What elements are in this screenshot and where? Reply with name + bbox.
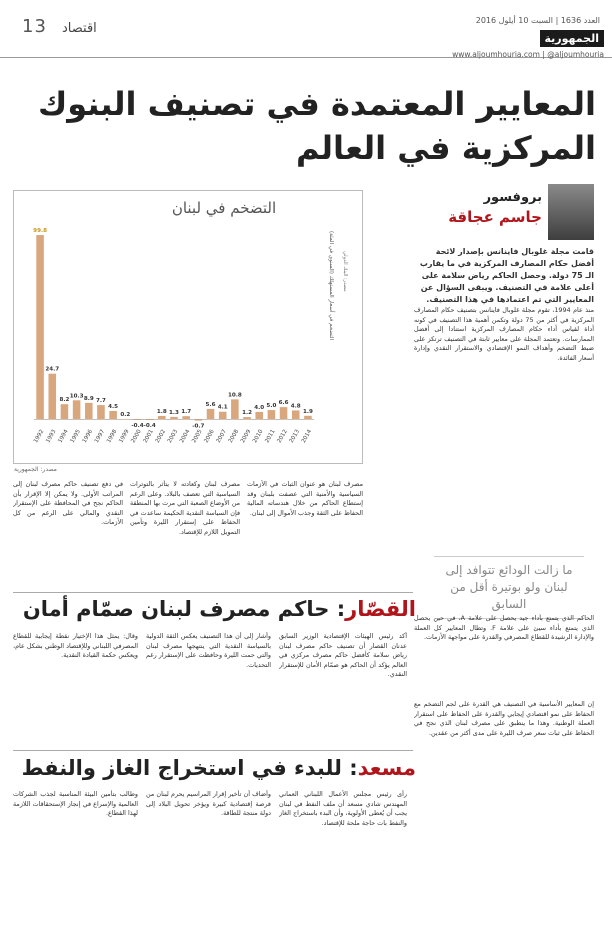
body-mid-bottom: مصرف لبنان هو عنوان الثبات في الأزمات السياسية والأمنية التي عصفت بلبنان وقد إستطاع الحاكم من خلال هندساته المالية الحفاظ على الثقة وجذب الأموال إلى لبنان. [247,480,363,517]
chart-title: التضخم في لبنان [171,199,277,217]
chart-data-label: 8.2 [59,397,70,404]
sub-headline-1-rest: : حاكم مصرف لبنان صمّام أمان [22,597,346,621]
chart-bars [33,228,348,444]
chart-tick-label: 1997 [93,428,107,445]
chart-data-label: 4.8 [290,403,301,410]
chart-bar [134,419,142,420]
chart-tick-label: 2003 [166,428,180,445]
chart-bar [109,411,117,419]
author-name: جاسم عجاقة [448,208,542,226]
section-divider-2 [13,750,413,751]
chart-data-label: 24.7 [45,366,60,373]
chart-tick-label: 2005 [191,428,204,445]
chart-data-label: 4.0 [254,404,265,411]
chart-data-label: -0.7 [192,423,205,430]
chart-tick-label: 2008 [227,428,241,445]
chart-data-label: 5.6 [205,401,216,408]
chart-data-label: 5.0 [266,403,277,410]
chart-data-label: 4.5 [108,404,119,410]
chart-tick-label: 1994 [57,428,70,445]
chart-tick-label: 1996 [81,428,95,445]
inflation-chart [13,190,363,464]
article-headline: المعايير المعتمدة في تصنيف البنوك المركزية في العالم [37,85,596,167]
chart-bar [231,399,239,419]
sec2-left: وطالب بتأمين البيئة المناسبة لجذب الشركات العالمية والإسراع في إنجاز الإستحقاقات اللازمة لهذا القطاع. [13,790,138,818]
chart-tick-label: 1992 [33,428,46,445]
chart-tick-label: 2011 [264,428,277,445]
chart-bar [182,416,190,419]
chart-bar [207,409,215,419]
chart-data-label: 8.9 [83,395,94,402]
chart-canvas [14,191,364,465]
chart-tick-label: 2007 [215,428,228,445]
body-right-mid: الحاكم الذي يتمتع بأداء جيد يحصل على علامة A، في حين يحصل الذي يتمتع بأداء سيئ على علامة F. وتطال المعايير كل العملة والإدارة الرشيدة للقطاع المصرفي والقدرة على مواجهة الأزمات. [414,614,594,642]
pull-quote: ما زالت الودائع تتوافد إلى لبنان ولو بوتيرة أقل من السابق [434,556,584,619]
chart-tick-label: 1999 [118,428,131,445]
chart-data-label: 0.2 [120,411,131,418]
chart-bar [73,400,81,419]
chart-data-label: 10.8 [227,392,242,399]
chart-tick-label: 2010 [252,428,265,445]
chart-data-label: 6.6 [278,400,289,407]
sub-headline-1 [16,597,416,621]
chart-data-label: 1.9 [302,408,313,415]
chart-bar [36,235,44,419]
chart-data-label: 1.2 [242,410,253,417]
chart-bar [48,374,56,420]
chart-tick-label: 1998 [106,428,119,445]
chart-bar [268,410,276,419]
chart-bar [122,419,130,420]
body-left-bottom: في دفع تصنيف حاكم مصرف لبنان إلى المراتب الأولى. ولا يمكن إلا الإقرار بأن الحاكم نجح في المحافظة على الإستقرار النقدي والمالي على الرغم من كل الأزمات. [13,480,123,527]
chart-bar [61,404,69,419]
chart-tick-label: 2001 [142,428,155,445]
chart-tick-label: 2000 [130,428,143,445]
section-divider [13,592,413,593]
chart-bar [146,419,154,420]
chart-tick-label: 2012 [276,428,289,445]
sec2-mid: وأضاف أن تأخير إقرار المراسيم يحرم لبنان من فرصة إقتصادية كبيرة ويؤخر تحويل البلاد إلى دولة منتجة للطاقة. [146,790,271,818]
chart-bar [219,412,227,420]
chart-tick-label: 2014 [300,428,314,445]
sec2-right: رأى رئيس مجلس الأعمال اللبناني العماني المهندس شادي مسعد أن ملف النفط في لبنان يجب أن يُعطى الأولوية، وأن البدء باستخراج الغاز والنفط بات حاجة ملحة للإقتصاد. [279,790,407,827]
chart-data-label: 1.7 [181,409,192,416]
body-right-bottom: إن المعايير الأساسية في التصنيف هي القدرة على لجم التضخم مع الحفاظ على نمو اقتصادي إيجابي والقدرة على الحفاظ على استقرار العملة الوطنية. وهذا ما ينطبق على مصرف لبنان الذي نجح في الحفاظ على ثبات سعر صرف الليرة على مدى أكثر من عقدين. [414,700,594,737]
chart-tick-label: 2004 [179,428,192,445]
masthead [0,0,612,58]
brand-logo: الجمهورية [540,30,605,47]
chart-tick-label: 1993 [45,428,58,445]
chart-bar [195,419,203,420]
sec1-left: وقال: يمثل هذا الإختيار نقطة إيجابية للقطاع المصرفي اللبناني وللإقتصاد الوطني بشكل عام، ويعكس حكمة القيادة النقدية. [13,632,138,660]
author-title: بروفسور [483,190,542,205]
chart-bar [255,412,263,419]
issue-info: العدد 1636 | السبت 10 أيلول 2016 [475,16,600,25]
spacer3 [370,192,410,193]
chart-data-label: -0.4 [131,423,144,430]
chart-caption: مصدر: الجمهورية [14,466,57,473]
chart-data-label: 7.7 [95,398,106,405]
chart-bar [97,405,105,419]
chart-bar [280,407,288,419]
chart-tick-label: 2009 [240,428,253,445]
chart-bar [170,417,178,419]
sub-headline-2-lead: مسعد [357,756,416,780]
article-lead: قامت مجلة غلوبال فاينانس بإصدار لائحة أفضل حكام المصارف المركزية في ما يقارب الـ 75 دولة. وحصل الحاكم رياض سلامة على أعلى علامة في التصنيف. ويبقى السؤال عن المعايير التي تم اعتمادها في هذا التصنيف. [419,247,594,304]
page-number: 13 [22,16,47,37]
chart-bar [292,410,300,419]
author-photo [548,184,594,240]
chart-tick-label: 2002 [154,428,168,445]
section-label: اقتصاد [62,21,97,36]
chart-tick-label: 1995 [69,428,82,445]
sub-headline-2-rest: : للبدء في استخراج الغاز والنفط [21,756,358,780]
sec1-mid: وأشار إلى أن هذا التصنيف يعكس الثقة الدولية بالسياسة النقدية التي ينتهجها مصرف لبنان والتي حمت الليرة وحافظت على الإستقرار رغم التحديات. [146,632,271,669]
sec1-right: أكد رئيس الهيئات الإقتصادية الوزير السابق عدنان القصار أن تصنيف حاكم مصرف لبنان رياض سلامة كأفضل حاكم مصرف مركزي في العالم يؤكد أن الحاكم هو صمّام الأمان للإستقرار النقدي. [279,632,407,679]
chart-data-label: 99.8 [33,228,47,235]
chart-data-label: -0.4 [143,423,156,430]
chart-source: مصدر: البنك الدولي [342,251,348,292]
site-url: www.aljoumhouria.com | @aljoumhouria [452,50,604,59]
chart-bar [304,416,312,420]
body-right-top: منذ عام 1994، تقوم مجلة غلوبال فاينانس بتصنيف حكام المصارف المركزية في أكثر من 75 دولة وتكمن أهمية هذا التصنيف في كونه أداة لقياس أداء حكام المصارف المركزية استنادا إلى أفضل الممارسات. وتعتمد المجلة على معايير ثابتة في التصنيف ترتكز على ضبط التضخم وأهداف النمو الإقتصادي والاستقرار النقدي وإدارة أسعار الفائدة. [414,306,594,362]
chart-tick-label: 2013 [288,428,302,445]
chart-data-label: 4.1 [217,404,228,411]
spacer2 [344,188,406,189]
chart-bar [243,417,251,419]
sub-headline-1-lead: القصّار [345,597,416,621]
chart-data-label: 1.3 [169,409,179,416]
chart-bar [158,416,166,419]
sub-headline-2 [6,756,416,780]
body-left-mid: مصرف لبنان وكعادته لا يتأثر بالتوترات السياسية التي تعصف بالبلاد. وعلى الرغم من الأوضاع الصعبة التي مرت بها المنطقة فإن السياسة النقدية الحكيمة ساعدت في الحفاظ على إستقرار الليرة وتأمين التمويل اللازم للإقتصاد. [130,480,240,536]
chart-tick-label: 2006 [203,428,216,445]
chart-data-label: 10.3 [69,393,84,400]
newspaper-brand [414,8,604,59]
chart-bar [85,403,93,419]
chart-data-label: 1.8 [156,408,167,415]
chart-y-axis-label: التضخم في أسعار المستهلك (السنوي في المئة) [328,231,334,341]
